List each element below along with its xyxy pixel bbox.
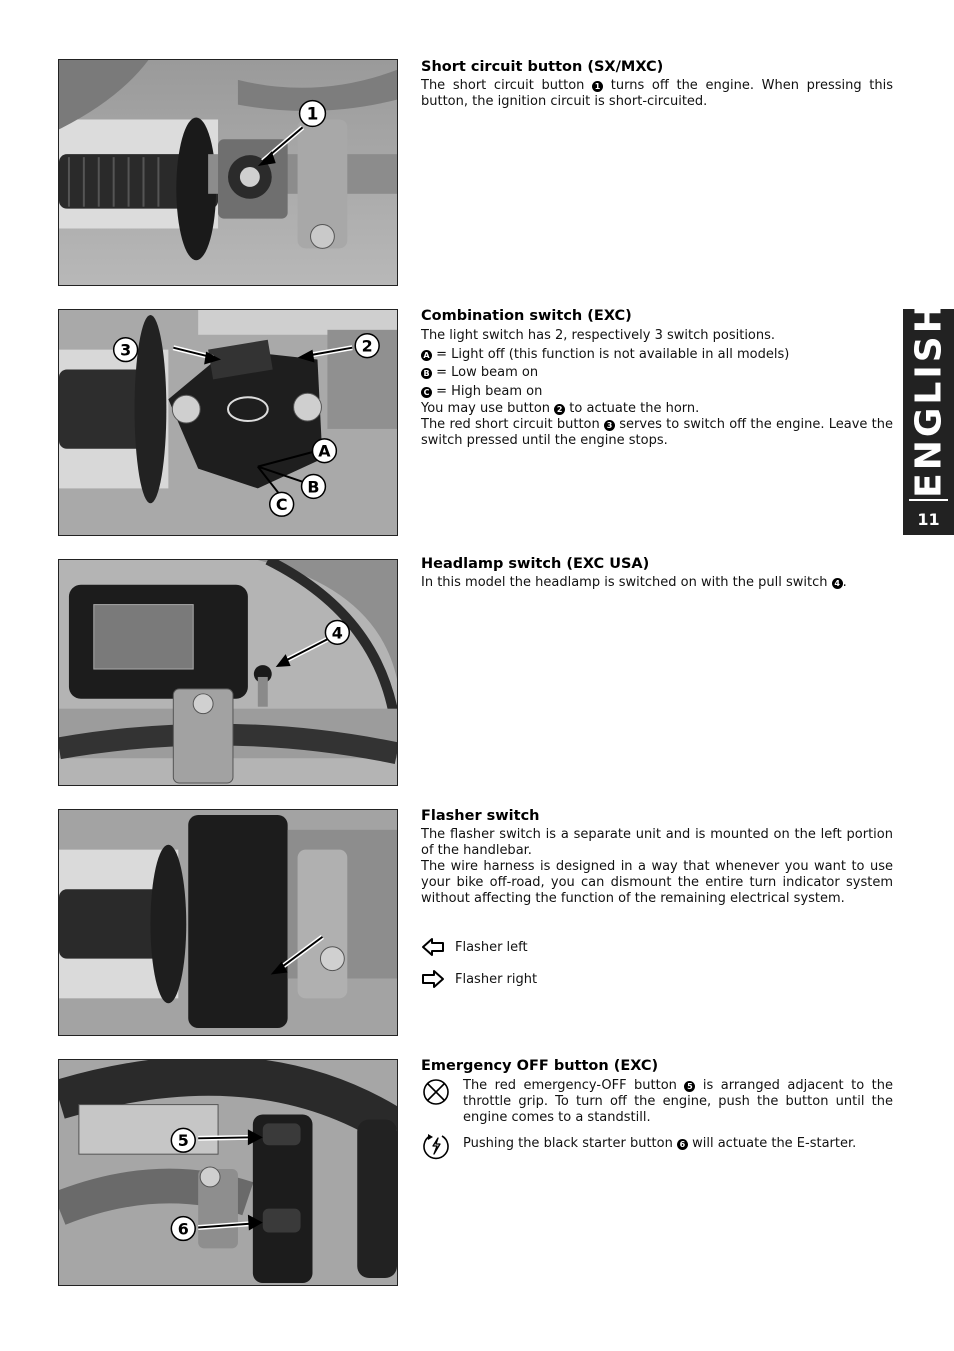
heading-emergency-off: Emergency OFF button (EXC) — [421, 1058, 659, 1074]
tab-divider — [909, 499, 948, 501]
section-emergency-off — [421, 1057, 893, 1077]
heading-short-circuit: Short circuit button (SX/MXC) — [421, 59, 664, 75]
callout-1: 1 — [306, 103, 319, 124]
marker-3: 3 — [604, 420, 615, 431]
engine-off-icon — [421, 1078, 451, 1106]
callout-a: A — [318, 441, 331, 461]
section-flasher-switch — [421, 807, 893, 907]
position-a: A = Light off (this function is not available in all models) — [421, 346, 893, 365]
starter-icon — [421, 1132, 451, 1160]
callout-6: 6 — [177, 1219, 189, 1239]
flasher-right-item — [421, 968, 537, 990]
heading-headlamp-switch: Headlamp switch (EXC USA) — [421, 556, 650, 572]
photo-short-circuit-button — [58, 59, 398, 286]
callout-4: 4 — [331, 623, 343, 643]
red-button-text: The red short circuit button 3 serves to switch off the engine. Leave the switch pressed until the engine stops. — [421, 417, 893, 448]
marker-b: B — [421, 368, 432, 379]
position-b: B = Low beam on — [421, 364, 893, 383]
section-combination-switch — [421, 307, 893, 449]
headlamp-text: In this model the headlamp is switched on with the pull switch 4 . — [421, 575, 847, 590]
marker-4: 4 — [832, 578, 843, 589]
page-number: 11 — [917, 510, 940, 529]
marker-1: 1 — [592, 81, 603, 92]
starter-item — [421, 1132, 893, 1160]
flasher-para-1: The flasher switch is a separate unit and is mounted on the left portion of the handlebar. — [421, 827, 893, 858]
marker-a: A — [421, 350, 432, 361]
marker-c: C — [421, 387, 432, 398]
callout-b: B — [307, 477, 320, 497]
marker-6: 6 — [677, 1139, 688, 1150]
callout-2: 2 — [361, 336, 373, 356]
photo-emergency-off — [58, 1059, 398, 1286]
marker-2: 2 — [554, 404, 565, 415]
position-c: C = High beam on — [421, 383, 893, 402]
starter-text: Pushing the black starter button 6 will actuate the E-starter. — [463, 1136, 857, 1151]
combination-intro: The light switch has 2, respectively 3 switch positions. — [421, 328, 776, 343]
emergency-off-text: The red emergency-OFF button 5 is arranged adjacent to the throttle grip. To turn off the engine, push the button until the engine comes to a standstill. — [463, 1078, 893, 1125]
flasher-left-item — [421, 936, 528, 958]
photo-headlamp-switch — [58, 559, 398, 786]
flasher-right-label: Flasher right — [455, 971, 538, 987]
callout-c: C — [275, 495, 288, 515]
callout-3: 3 — [120, 340, 132, 360]
horn-text: You may use button 2 to actuate the horn. — [421, 401, 700, 416]
heading-flasher-switch: Flasher switch — [421, 808, 540, 824]
language-tab — [903, 300, 954, 535]
photo-combination-switch — [58, 309, 398, 536]
flasher-para-2: The wire harness is designed in a way that whenever you want to use your bike off-road, you can dismount the entire turn indicator system without affecting the function of the remaining electrical system. — [421, 859, 893, 906]
arrow-right-outline-icon — [421, 968, 445, 990]
photo-flasher-switch — [58, 809, 398, 1036]
section-headlamp-switch — [421, 555, 893, 591]
heading-combination-switch: Combination switch (EXC) — [421, 308, 632, 324]
flasher-left-label: Flasher left — [455, 939, 528, 955]
section-short-circuit — [421, 58, 893, 110]
callout-5: 5 — [177, 1131, 189, 1151]
language-label: ENGLISH — [908, 300, 949, 498]
marker-5: 5 — [684, 1081, 695, 1092]
emergency-off-item — [421, 1078, 893, 1126]
arrow-left-outline-icon — [421, 936, 445, 958]
short-circuit-text: The short circuit button 1 turns off the engine. When pressing this button, the ignition circuit is short-circuited. — [421, 78, 893, 109]
